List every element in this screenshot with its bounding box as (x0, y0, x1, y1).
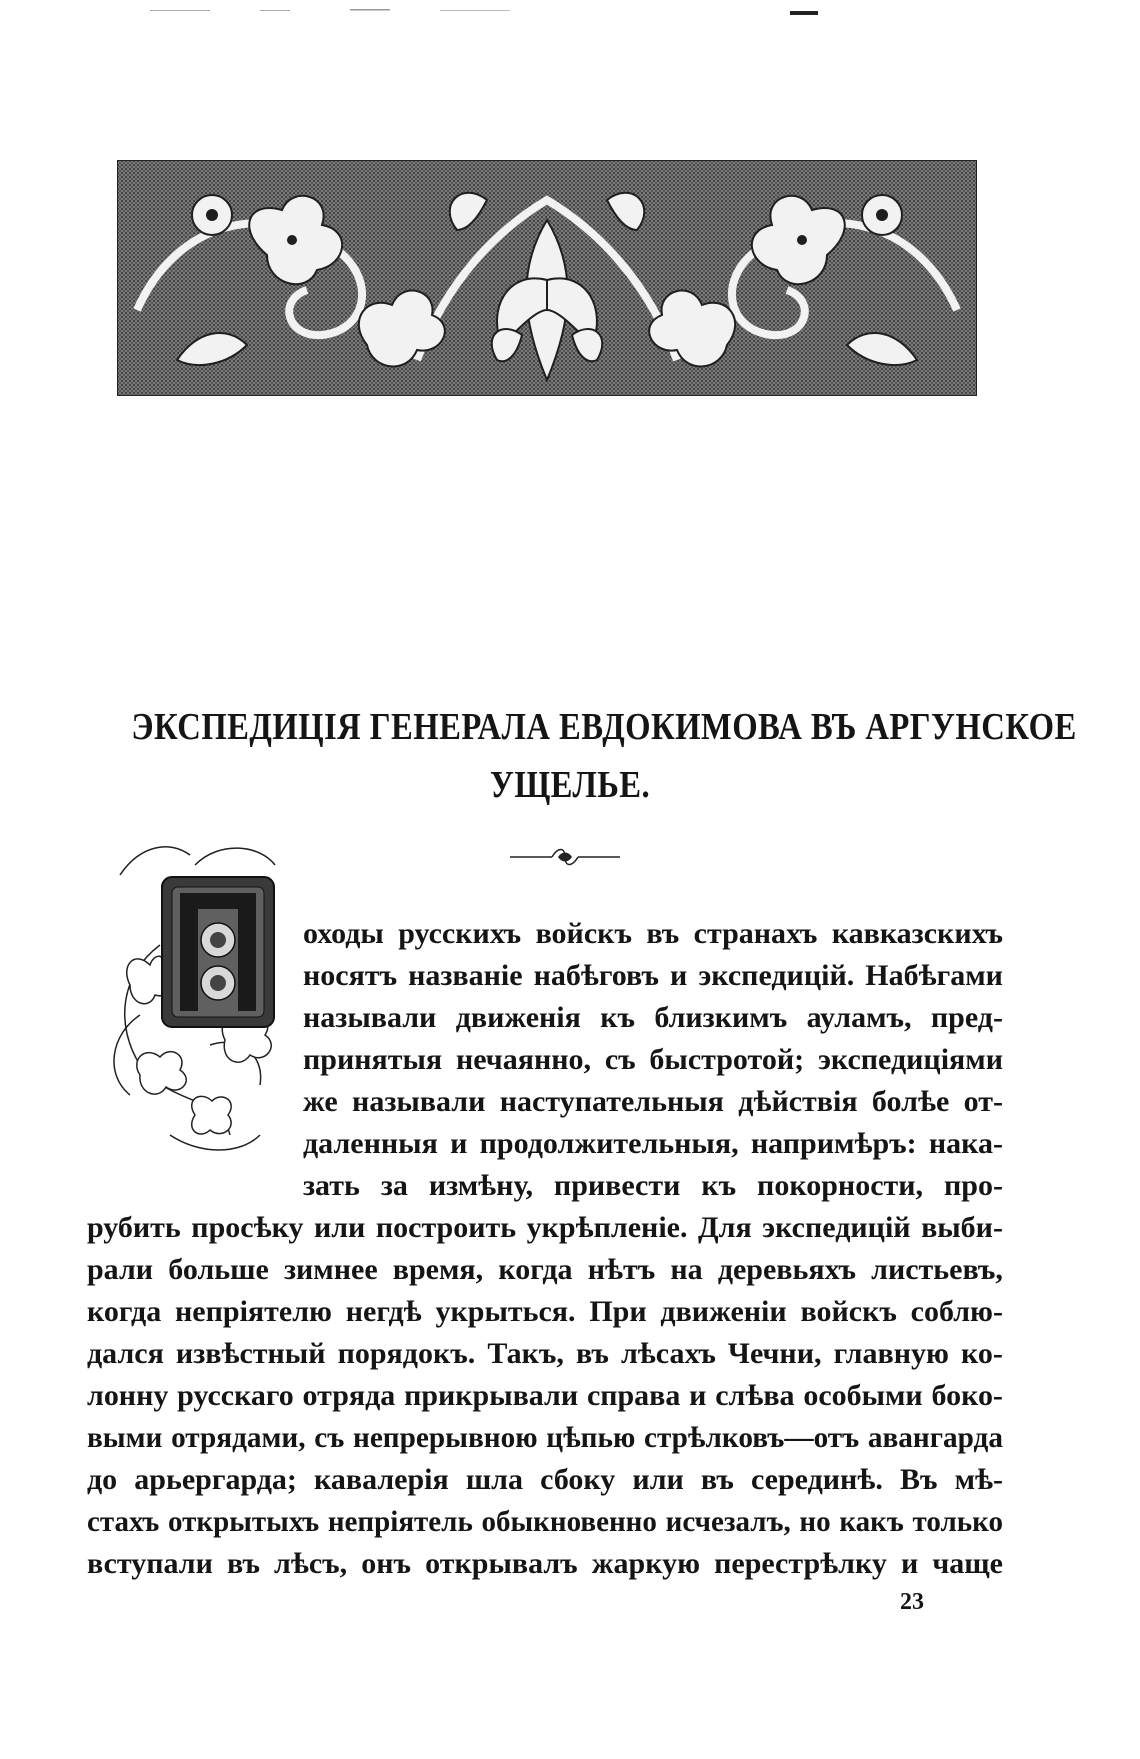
word: на (670, 1253, 703, 1286)
body-line-1 (303, 913, 1003, 955)
word: мѣ- (954, 1463, 1003, 1496)
body-line-14 (87, 1459, 1003, 1501)
word: порядокъ. (337, 1337, 476, 1370)
body-line-15 (87, 1501, 1003, 1543)
word: Для (697, 1211, 752, 1244)
word: русскаго (177, 1379, 294, 1412)
word: за (380, 1169, 408, 1202)
word: когда (498, 1253, 573, 1286)
word: время, (392, 1253, 484, 1286)
word: про- (943, 1169, 1003, 1202)
word: лѣсахъ (620, 1337, 716, 1370)
word: непрерывною (352, 1421, 538, 1454)
word: справа (586, 1379, 681, 1412)
chapter-title (131, 698, 1077, 814)
decorative-headpiece (117, 160, 977, 396)
word: или (313, 1211, 366, 1244)
word: ко- (961, 1337, 1003, 1370)
word: носятъ (303, 959, 398, 992)
word: войскъ (800, 1295, 897, 1328)
chapter-title-line-2: УЩЕЛЬЕ. (489, 764, 651, 806)
word: даленныя (303, 1127, 438, 1160)
word: но (799, 1505, 831, 1538)
body-line-10 (87, 1291, 1003, 1333)
word: укрыться. (435, 1295, 576, 1328)
word: называли (303, 1001, 437, 1034)
word: соблю- (910, 1295, 1003, 1328)
word: слѣва (715, 1379, 795, 1412)
word: рубить (87, 1211, 181, 1244)
body-line-11 (87, 1333, 1003, 1375)
word: жаркую (591, 1547, 700, 1580)
word: Въ (899, 1463, 938, 1496)
drop-cap-initial (100, 835, 300, 1190)
word: привести (553, 1169, 681, 1202)
word: боко- (931, 1379, 1003, 1412)
word: продолжительныя, (479, 1127, 739, 1160)
word: отряда (302, 1379, 396, 1412)
word: оходы (303, 917, 384, 950)
word: ауламъ, (806, 1001, 912, 1034)
word: больше (168, 1253, 269, 1286)
word: въ (700, 1463, 734, 1496)
word: чаще (932, 1547, 1003, 1580)
word: выми (87, 1421, 163, 1454)
word: Набѣгами (865, 959, 1003, 992)
word: деревьяхъ (717, 1253, 856, 1286)
word: и (900, 1547, 919, 1580)
body-line-9 (87, 1249, 1003, 1291)
word: серединѣ. (750, 1463, 883, 1496)
word: пред- (930, 1001, 1003, 1034)
body-line-3 (303, 997, 1003, 1039)
word: шла (465, 1463, 524, 1496)
word: движенія (455, 1001, 581, 1034)
word: какъ (839, 1505, 904, 1538)
word: нака- (928, 1127, 1003, 1160)
word: когда (87, 1295, 162, 1328)
word: выби- (921, 1211, 1003, 1244)
word: лонну (87, 1379, 169, 1412)
word: сбоку (540, 1463, 616, 1496)
word: авангарда (867, 1421, 1003, 1454)
body-line-2 (303, 955, 1003, 997)
word: Такъ, (487, 1337, 564, 1370)
body-line-5 (303, 1081, 1003, 1123)
word: лѣсъ, (274, 1547, 348, 1580)
word: перестрѣлку (714, 1547, 887, 1580)
word: экспедицій. (698, 959, 855, 992)
word: съ (314, 1421, 345, 1454)
word: близкимъ (654, 1001, 788, 1034)
word: При (589, 1295, 647, 1328)
word: болѣе (871, 1085, 950, 1118)
word: принятыя (303, 1043, 443, 1076)
word: войскъ (535, 917, 632, 950)
word: въ (646, 917, 680, 950)
word: экспедиціями (817, 1043, 1003, 1076)
word: зимнее (283, 1253, 378, 1286)
word: и (689, 1379, 707, 1412)
word: дался (87, 1337, 164, 1370)
word: от- (963, 1085, 1003, 1118)
word: цѣпью (546, 1421, 636, 1454)
word: онъ (361, 1547, 412, 1580)
word: нѣтъ (587, 1253, 656, 1286)
word: наступательныя (499, 1085, 724, 1118)
word: вступали (87, 1547, 213, 1580)
body-line-13 (87, 1417, 1003, 1459)
word: называли (352, 1085, 486, 1118)
word: построить (375, 1211, 517, 1244)
word: непріятель (327, 1505, 473, 1538)
word: открытыхъ (168, 1505, 320, 1538)
word: исчезалъ, (665, 1505, 791, 1538)
word: быстротой; (649, 1043, 805, 1076)
body-line-8 (87, 1207, 1003, 1249)
word: экспедицій (762, 1211, 911, 1244)
word: кавказскихъ (831, 917, 1003, 950)
word: въ (226, 1547, 260, 1580)
scan-edge-marks (150, 6, 990, 16)
word: открывалъ (425, 1547, 578, 1580)
word: и (450, 1127, 468, 1160)
word: покорности, (757, 1169, 924, 1202)
word: извѣстный (175, 1337, 326, 1370)
word: названіе (408, 959, 523, 992)
word: отрядами, (171, 1421, 306, 1454)
word: нечаянно, (455, 1043, 592, 1076)
word: странахъ (693, 917, 818, 950)
body-line-6 (303, 1123, 1003, 1165)
word: просѣку (191, 1211, 304, 1244)
word: листьевъ, (871, 1253, 1003, 1286)
word: измѣну, (428, 1169, 533, 1202)
word: укрѣпленіе. (526, 1211, 688, 1244)
word: или (632, 1463, 684, 1496)
word: напримѣръ: (750, 1127, 917, 1160)
word: обыкновенно (481, 1505, 657, 1538)
word: къ (701, 1169, 737, 1202)
word: же (303, 1085, 338, 1118)
word: съ (604, 1043, 636, 1076)
chapter-title-line-1: ЭКСПЕДИЦІЯ ГЕНЕРАЛА ЕВДОКИМОВА ВЪ АРГУНСКОЕ (131, 706, 1077, 748)
word: кавалерія (314, 1463, 449, 1496)
word: главную (833, 1337, 949, 1370)
word: набѣговъ (533, 959, 659, 992)
word: негдѣ (345, 1295, 422, 1328)
word: рали (87, 1253, 154, 1286)
word: стахъ (87, 1505, 160, 1538)
word: арьергарда; (134, 1463, 297, 1496)
word: до (87, 1463, 118, 1496)
word: къ (600, 1001, 635, 1034)
title-ornament (510, 845, 620, 869)
word: движеніи (660, 1295, 787, 1328)
word: дѣйствія (738, 1085, 858, 1118)
word: и (670, 959, 688, 992)
body-line-7 (303, 1165, 1003, 1207)
body-line-4 (303, 1039, 1003, 1081)
word: непріятелю (175, 1295, 332, 1328)
word: стрѣлковъ—отъ (643, 1421, 860, 1454)
word: только (912, 1505, 1003, 1538)
word: особыми (803, 1379, 923, 1412)
body-line-16 (87, 1543, 1003, 1585)
word: русскихъ (398, 917, 522, 950)
drop-cap-letter: П (100, 835, 101, 836)
word: въ (575, 1337, 609, 1370)
word: прикрывали (404, 1379, 579, 1412)
word: Чечни, (727, 1337, 822, 1370)
page-number: 23 (900, 1589, 924, 1615)
body-line-12 (87, 1375, 1003, 1417)
word: зать (303, 1169, 360, 1202)
